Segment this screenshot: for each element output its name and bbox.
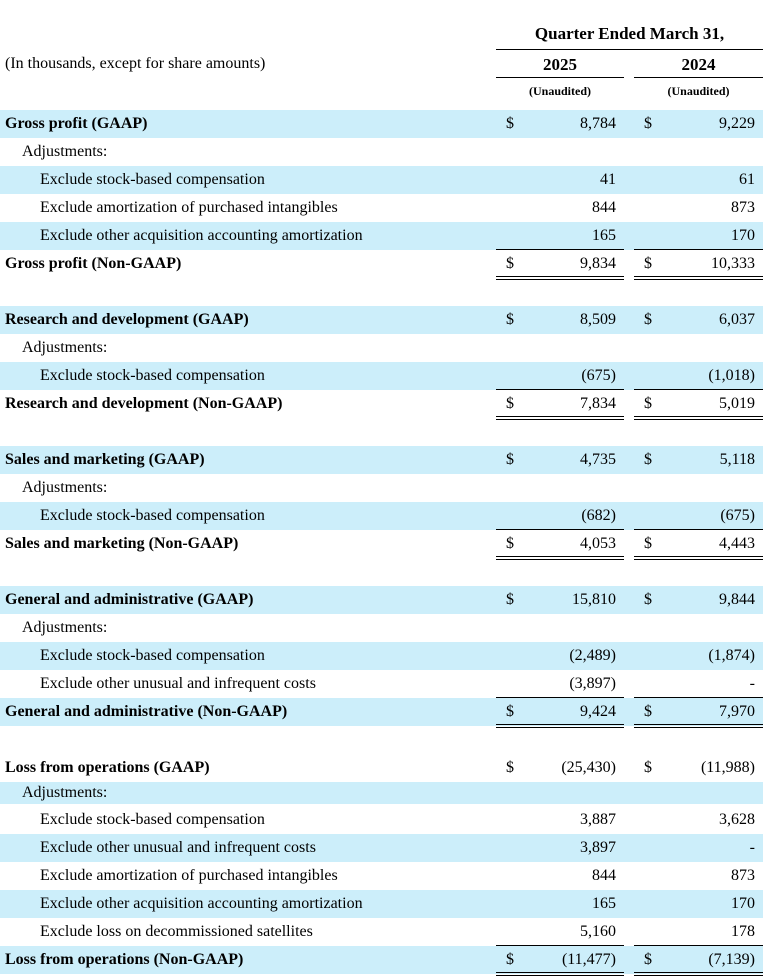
total-double-rule (634, 419, 763, 420)
dollar-sign: $ (644, 311, 652, 328)
value-2025: (25,430) (561, 759, 616, 776)
row-label: Loss from operations (Non-GAAP) (5, 951, 244, 968)
row-label: Adjustments: (22, 619, 108, 636)
table-row (0, 946, 763, 974)
row-label: Adjustments: (22, 339, 108, 356)
row-label: Adjustments: (22, 784, 108, 801)
value-2025: 9,834 (580, 255, 616, 272)
value-2024: 170 (731, 227, 755, 244)
dollar-sign: $ (644, 591, 652, 608)
value-2024: 7,970 (719, 703, 755, 720)
table-row (0, 670, 763, 698)
dollar-sign: $ (506, 115, 514, 132)
table-row (0, 474, 763, 502)
dollar-sign: $ (506, 395, 514, 412)
table-row (0, 306, 763, 334)
value-2024: 873 (731, 867, 755, 884)
value-2025: 41 (600, 171, 616, 188)
row-label: Sales and marketing (GAAP) (5, 451, 205, 468)
total-double-rule (634, 556, 763, 557)
row-label: Exclude amortization of purchased intangibles (40, 867, 338, 884)
value-2025: 8,509 (580, 311, 616, 328)
table-row (0, 754, 763, 782)
value-2024: 5,118 (719, 451, 755, 468)
table-row (0, 250, 763, 278)
value-2025: 15,810 (572, 591, 616, 608)
table-row (0, 834, 763, 862)
total-double-rule (496, 276, 624, 277)
total-double-rule (634, 559, 763, 560)
value-2025: 3,887 (580, 811, 616, 828)
row-label: Research and development (GAAP) (5, 311, 249, 328)
row-label: Loss from operations (GAAP) (5, 759, 210, 776)
value-2025: 4,053 (580, 535, 616, 552)
table-row (0, 390, 763, 418)
total-double-rule (496, 559, 624, 560)
row-label: Adjustments: (22, 143, 108, 160)
value-2024: 4,443 (719, 535, 755, 552)
row-label: General and administrative (Non-GAAP) (5, 703, 288, 720)
row-label: Exclude stock-based compensation (40, 647, 265, 664)
value-2024: (1,874) (708, 647, 755, 664)
total-double-rule (634, 279, 763, 280)
table-row (0, 782, 763, 804)
row-label: Exclude stock-based compensation (40, 811, 265, 828)
table-row (0, 334, 763, 362)
value-2024: 873 (731, 199, 755, 216)
dollar-sign: $ (644, 759, 652, 776)
dollar-sign: $ (506, 703, 514, 720)
total-double-rule (634, 276, 763, 277)
value-2025: (3,897) (569, 675, 616, 692)
table-row (0, 806, 763, 834)
total-double-rule (634, 972, 763, 973)
table-row (0, 890, 763, 918)
table-row (0, 362, 763, 390)
value-2025: (675) (581, 367, 616, 384)
row-label: Adjustments: (22, 479, 108, 496)
value-2025: 7,834 (580, 395, 616, 412)
value-2024: 5,019 (719, 395, 755, 412)
value-2025: 5,160 (580, 923, 616, 940)
table-row (0, 138, 763, 166)
units-note: (In thousands, except for share amounts) (5, 55, 266, 72)
value-2024: (11,988) (700, 759, 755, 776)
row-label: Exclude loss on decommissioned satellites (40, 923, 313, 940)
dollar-sign: $ (506, 759, 514, 776)
table-row (0, 642, 763, 670)
total-double-rule (634, 724, 763, 725)
table-row (0, 110, 763, 138)
period-header: Quarter Ended March 31, (534, 24, 725, 43)
row-label: Exclude stock-based compensation (40, 171, 265, 188)
table-row (0, 586, 763, 614)
value-2025: 4,735 (580, 451, 616, 468)
value-2025: (682) (581, 507, 616, 524)
table-row (0, 530, 763, 558)
unaudited-note-2025: (Unaudited) (528, 84, 591, 98)
dollar-sign: $ (506, 311, 514, 328)
dollar-sign: $ (644, 535, 652, 552)
value-2024: 10,333 (711, 255, 755, 272)
row-label: Sales and marketing (Non-GAAP) (5, 535, 239, 552)
value-2024: - (749, 839, 755, 856)
table-row (0, 446, 763, 474)
value-2024: (7,139) (708, 951, 755, 968)
row-label: Exclude amortization of purchased intangibles (40, 199, 338, 216)
row-label: Research and development (Non-GAAP) (5, 395, 283, 412)
total-double-rule (496, 419, 624, 420)
row-label: Gross profit (GAAP) (5, 115, 148, 132)
row-label: Exclude other unusual and infrequent costs (40, 839, 316, 856)
table-row (0, 862, 763, 890)
dollar-sign: $ (644, 703, 652, 720)
total-double-rule (496, 416, 624, 417)
value-2024: (1,018) (708, 367, 755, 384)
value-2025: 9,424 (580, 703, 616, 720)
value-2024: 9,844 (719, 591, 755, 608)
dollar-sign: $ (644, 255, 652, 272)
year-2025-header: 2025 (496, 55, 624, 78)
value-2024: (675) (720, 507, 755, 524)
value-2025: 165 (592, 227, 616, 244)
total-double-rule (496, 279, 624, 280)
total-double-rule (634, 727, 763, 728)
total-double-rule (496, 724, 624, 725)
dollar-sign: $ (506, 451, 514, 468)
row-label: General and administrative (GAAP) (5, 591, 254, 608)
value-2025: (2,489) (569, 647, 616, 664)
table-row (0, 918, 763, 946)
dollar-sign: $ (506, 591, 514, 608)
dollar-sign: $ (506, 951, 514, 968)
row-label: Exclude stock-based compensation (40, 507, 265, 524)
total-double-rule (496, 727, 624, 728)
value-2024: 3,628 (719, 811, 755, 828)
table-row (0, 502, 763, 530)
dollar-sign: $ (506, 535, 514, 552)
value-2024: 178 (731, 923, 755, 940)
total-double-rule (496, 972, 624, 973)
row-label: Exclude other acquisition accounting amortization (40, 895, 363, 912)
table-row (0, 698, 763, 726)
value-2024: - (749, 675, 755, 692)
year-2024-header: 2024 (634, 55, 763, 78)
table-row (0, 222, 763, 250)
value-2024: 6,037 (719, 311, 755, 328)
value-2025: (11,477) (561, 951, 616, 968)
value-2024: 170 (731, 895, 755, 912)
dollar-sign: $ (644, 395, 652, 412)
value-2024: 9,229 (719, 115, 755, 132)
row-label: Exclude other acquisition accounting amortization (40, 227, 363, 244)
row-label: Exclude other unusual and infrequent costs (40, 675, 316, 692)
total-double-rule (496, 556, 624, 557)
unaudited-note-2024: (Unaudited) (667, 84, 730, 98)
value-2025: 165 (592, 895, 616, 912)
value-2025: 844 (592, 199, 616, 216)
value-2025: 3,897 (580, 839, 616, 856)
value-2025: 844 (592, 867, 616, 884)
table-row (0, 166, 763, 194)
dollar-sign: $ (506, 255, 514, 272)
table-row (0, 194, 763, 222)
value-2024: 61 (739, 171, 755, 188)
value-2025: 8,784 (580, 115, 616, 132)
row-label: Exclude stock-based compensation (40, 367, 265, 384)
total-double-rule (634, 416, 763, 417)
table-row (0, 614, 763, 642)
dollar-sign: $ (644, 451, 652, 468)
row-label: Gross profit (Non-GAAP) (5, 255, 182, 272)
dollar-sign: $ (644, 115, 652, 132)
dollar-sign: $ (644, 951, 652, 968)
